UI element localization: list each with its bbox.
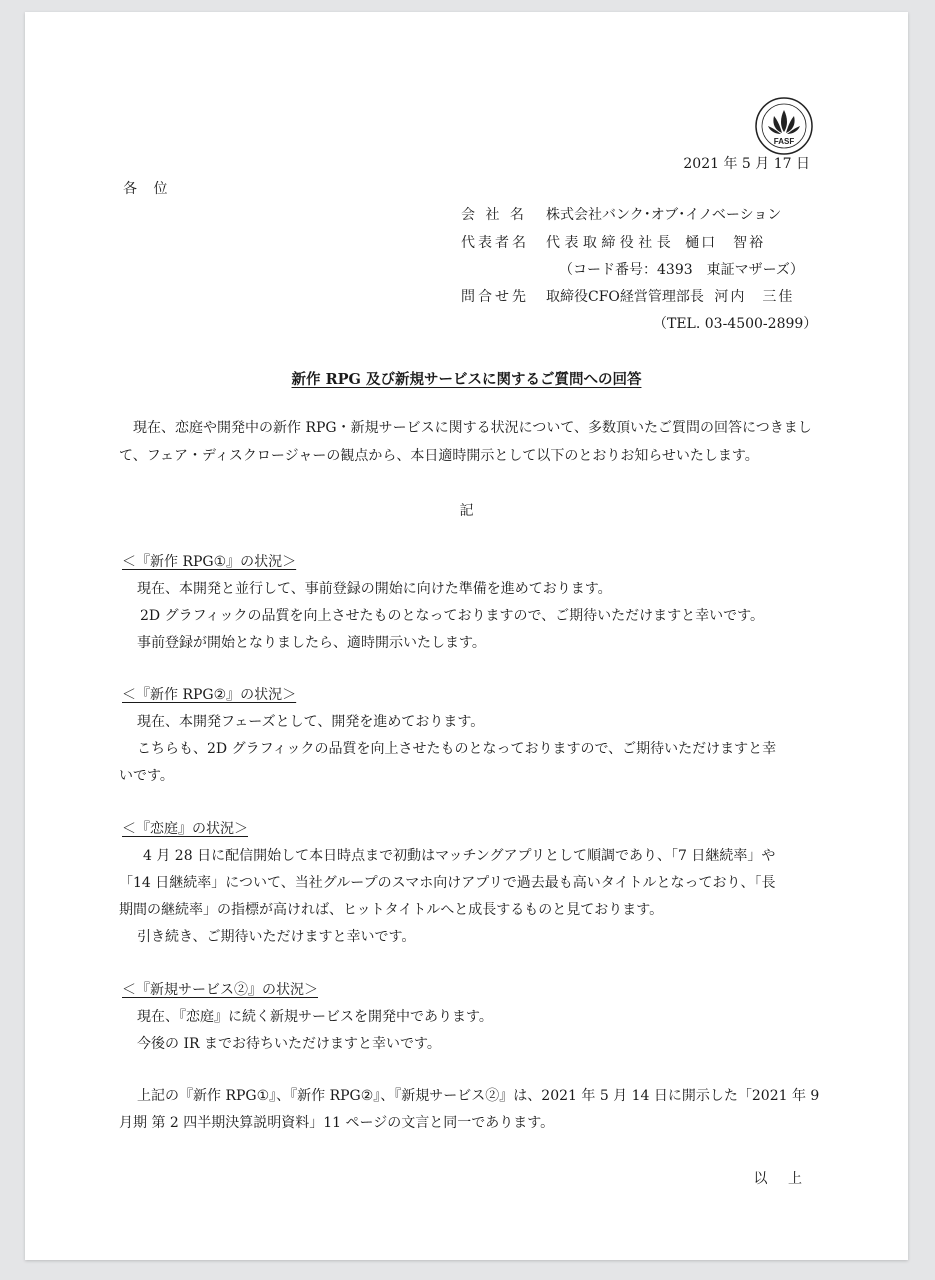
section-line: 2D グラフィックの品質を向上させたものとなっておりますので、ご期待いただけますと幸いです。 [140, 608, 765, 624]
company-name-row [461, 206, 781, 224]
section-line: 4 月 28 日に配信開始して本日時点まで初動はマッチングアプリとして順調であり、「7 日継続率」や [143, 848, 776, 864]
section-line: 現在、『恋庭』に続く新規サービスを開発中であります。 [137, 1009, 493, 1025]
section-line: 現在、本開発フェーズとして、開発を進めております。 [137, 714, 485, 730]
section-heading: ＜『新作 RPG②』の状況＞ [122, 687, 297, 703]
ki-mark: 記 [459, 503, 474, 519]
section-line: 今後の IR までお待ちいただけますと幸いです。 [137, 1036, 441, 1052]
svg-text:FASF: FASF [773, 137, 795, 146]
section-line: 現在、本開発と並行して、事前登録の開始に向けた準備を進めております。 [137, 581, 612, 597]
section-heading: ＜『新規サービス②』の状況＞ [122, 982, 318, 998]
representative-label: 代表者名 [461, 235, 529, 251]
representative-title: 代 表 取 締 役 社 長 [546, 235, 671, 251]
section-heading: ＜『恋庭』の状況＞ [122, 821, 248, 837]
representative-row [461, 234, 765, 252]
document-date: 2021 年 5 月 17 日 [683, 156, 810, 172]
closing-mark: 以 上 [753, 1171, 810, 1187]
contact-row [461, 288, 794, 306]
contact-tel: （TEL. 03-4500-2899） [653, 316, 818, 332]
footer-note-line: 月期 第 2 四半期決算説明資料」11 ページの文言と同一であります。 [119, 1115, 555, 1131]
section-line: 事前登録が開始となりましたら、適時開示いたします。 [137, 635, 486, 651]
section-line: 「14 日継続率」について、当社グループのスマホ向けアプリで過去最も高いタイトルとなっており、「長 [119, 875, 776, 891]
stock-code: （コード番号：4393 東証マザーズ） [559, 262, 804, 278]
company-name-label: 会 社 名 [461, 207, 527, 223]
fasf-logo [754, 96, 814, 156]
document-page [25, 12, 908, 1260]
footer-note-line: 上記の『新作 RPG①』、『新作 RPG②』、『新規サービス②』は、2021 年 5 月 14 日に開示した「2021 年 9 [137, 1088, 820, 1104]
section-line: こちらも、2D グラフィックの品質を向上させたものとなっておりますので、ご期待いただけますと幸 [137, 741, 777, 757]
recipient: 各 位 [123, 181, 174, 197]
contact-label: 問合せ先 [461, 289, 529, 305]
section-line: 引き続き、ご期待いただけますと幸いです。 [137, 929, 416, 945]
section-heading: ＜『新作 RPG①』の状況＞ [122, 554, 297, 570]
intro-paragraph: 現在、恋庭や開発中の新作 RPG・新規サービスに関する状況について、多数頂いたご質問の回答につきまして、フェア・ディスクロージャーの観点から、本日適時開示として以下のとおりお知らせいたします。 [119, 420, 812, 464]
section-line: 期間の継続率」の指標が高ければ、ヒットタイトルへと成長するものと見ております。 [119, 902, 664, 918]
document-title: 新作 RPG 及び新規サービスに関するご質問への回答 [291, 371, 642, 388]
contact-name: 河内 三佳 [714, 289, 795, 305]
company-name: 株式会社バンク･オブ･イノベーション [546, 207, 782, 223]
section-line: いです。 [119, 768, 174, 784]
contact-title: 取締役CFO経営管理部長 [546, 289, 704, 305]
representative-name: 樋口 智裕 [685, 235, 766, 251]
